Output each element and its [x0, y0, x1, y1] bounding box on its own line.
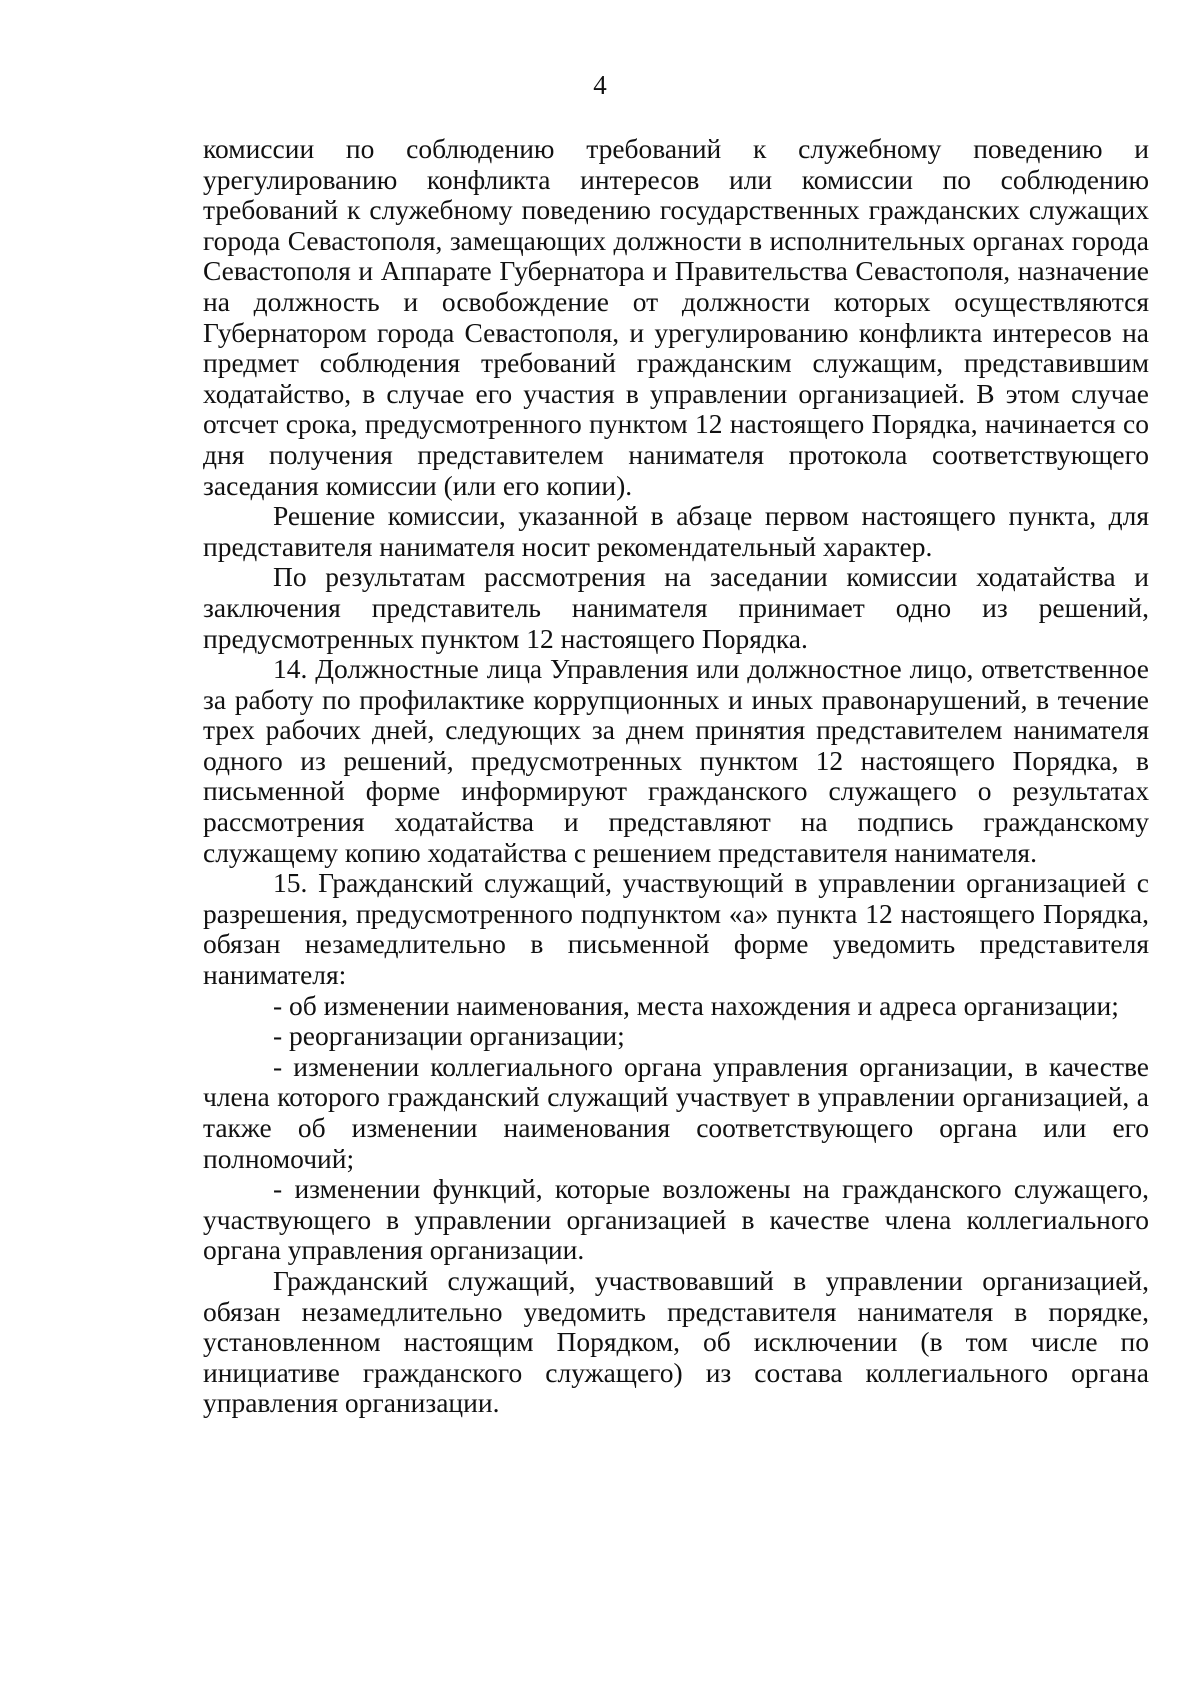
- paragraph-commission-decision: Решение комиссии, указанной в абзаце первом настоящего пункта, для представителя нанимателя носит рекомендательный характер.: [203, 500, 1149, 562]
- paragraph-item-14: 14. Должностные лица Управления или должностное лицо, ответственное за работу по профилактике коррупционных и иных правонарушений, в течение трех рабочих дней, следующих за днем принятия представителем нанимателя одного из решений, предусмотренных пунктом 12 настоящего Порядка, в письменной форме информируют гражданского служащего о результатах рассмотрения ходатайства и представляют на подпись гражданскому служащему копию ходатайства с решением представителя нанимателя.: [203, 653, 1149, 868]
- list-item: - реорганизации организации;: [273, 1020, 625, 1052]
- list-item: - изменении коллегиального органа управления организации, в качестве члена которого гражданский служащий участвует в управлении организацией, а также об изменении наименования соответствующего органа или его полномочий;: [203, 1050, 1149, 1174]
- list-item: - об изменении наименования, места нахождения и адреса организации;: [273, 989, 1119, 1021]
- page-number: 4: [593, 70, 607, 100]
- paragraph-item-15: 15. Гражданский служащий, участвующий в управлении организацией с разрешения, предусмотренного подпунктом «а» пункта 12 настоящего Порядка, обязан незамедлительно в письменной форме уведомить представителя нанимателя:: [203, 867, 1149, 991]
- paragraph-review-results: По результатам рассмотрения на заседании комиссии ходатайства и заключения представитель нанимателя принимает одно из решений, предусмотренных пунктом 12 настоящего Порядка.: [203, 561, 1149, 654]
- paragraph-continuation: комиссии по соблюдению требований к служебному поведению и урегулированию конфликта интересов или комиссии по соблюдению требований к служебному поведению государственных гражданских служащих города Севастополя, замещающих должности в исполнительных органах города Севастополя и Аппарате Губернатора и Правительства Севастополя, назначение на должность и освобождение от должности которых осуществляются Губернатором города Севастополя, и урегулированию конфликта интересов на предмет соблюдения требований гражданским служащим, представившим ходатайство, в случае его участия в управлении организацией. В этом случае отсчет срока, предусмотренного пунктом 12 настоящего Порядка, начинается со дня получения представителем нанимателя протокола соответствующего заседания комиссии (или его копии).: [203, 133, 1149, 501]
- document-body: [203, 134, 1149, 1419]
- paragraph-exclusion-notice: Гражданский служащий, участвовавший в управлении организацией, обязан незамедлительно уведомить представителя нанимателя в порядке, установленном настоящим Порядком, об исключении (в том числе по инициативе гражданского служащего) из состава коллегиального органа управления организации.: [203, 1264, 1149, 1419]
- list-item: - изменении функций, которые возложены на гражданского служащего, участвующего в управлении организацией в качестве члена коллегиального органа управления организации.: [203, 1173, 1149, 1266]
